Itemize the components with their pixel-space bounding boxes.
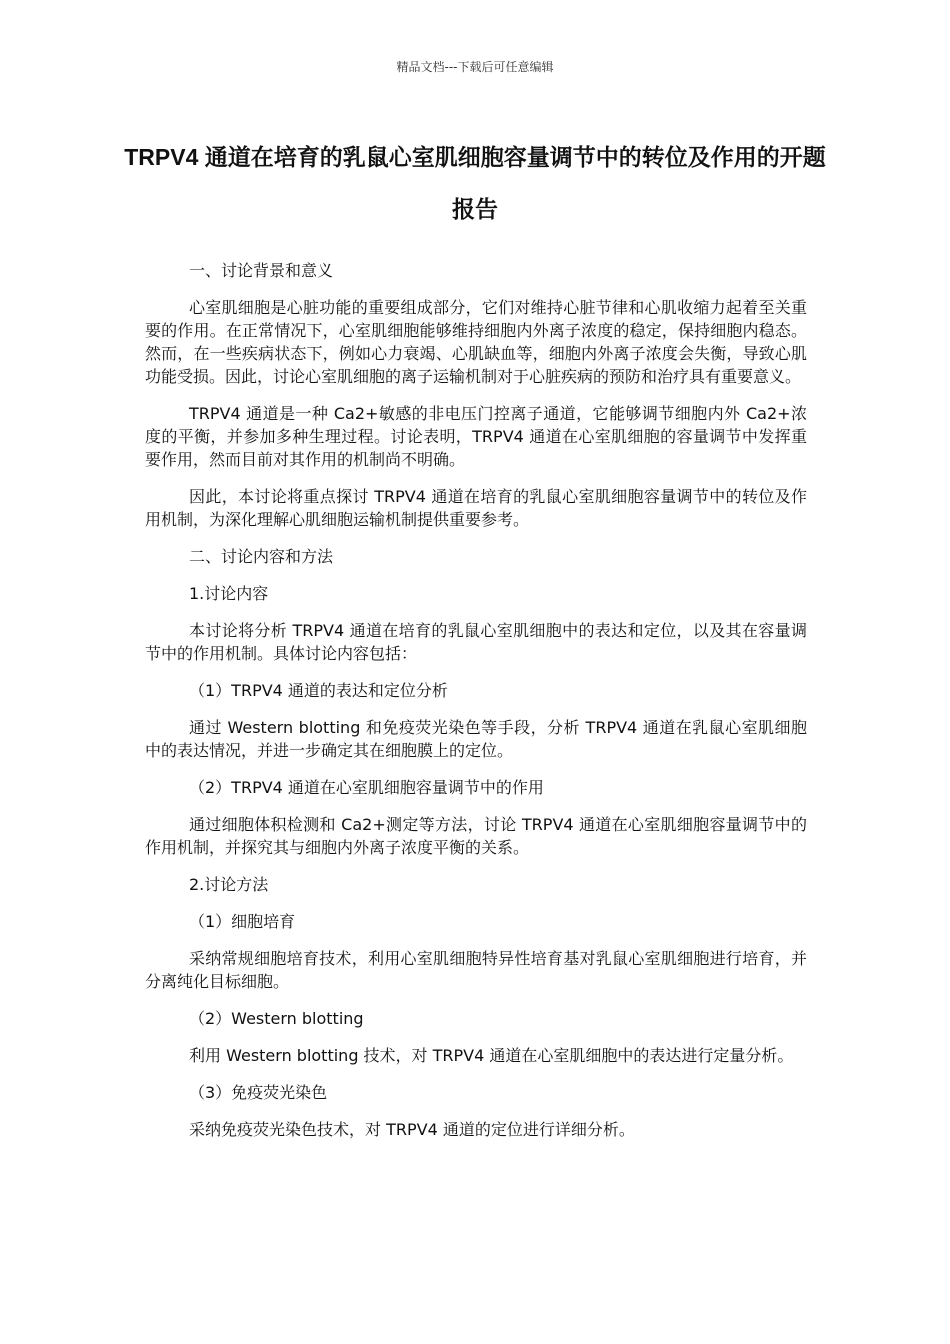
section-heading-background: 一、讨论背景和意义 <box>189 261 334 280</box>
page-header-note: 精品文档---下载后可任意编辑 <box>396 60 554 74</box>
paragraph-background-2: TRPV4 通道是一种 Ca2+敏感的非电压门控离子通道，它能够调节细胞内外 Ca2+浓度的平衡，并参加多种生理过程。讨论表明，TRPV4 通道在心室肌细胞的容量调节中发挥重要作用，然而目前对其作用的机制尚不明确。 <box>145 404 807 469</box>
method-heading-western-blotting: （2）Western blotting <box>189 1009 364 1028</box>
subheading-research-content: 1.讨论内容 <box>189 584 269 603</box>
document-body <box>145 259 807 1155</box>
paragraph-expression: 通过 Western blotting 和免疫荧光染色等手段，分析 TRPV4 通道在乳鼠心室肌细胞中的表达情况，并进一步确定其在细胞膜上的定位。 <box>145 718 807 760</box>
paragraph-volume-regulation: 通过细胞体积检测和 Ca2+测定等方法，讨论 TRPV4 通道在心室肌细胞容量调节中的作用机制，并探究其与细胞内外离子浓度平衡的关系。 <box>145 815 807 857</box>
paragraph-cell-culture: 采纳常规细胞培育技术，利用心室肌细胞特异性培育基对乳鼠心室肌细胞进行培育，并分离纯化目标细胞。 <box>145 949 807 991</box>
document-title: TRPV4 通道在培育的乳鼠心室肌细胞容量调节中的转位及作用的开题报告 <box>124 144 826 222</box>
paragraph-background-3: 因此，本讨论将重点探讨 TRPV4 通道在培育的乳鼠心室肌细胞容量调节中的转位及作用机制，为深化理解心肌细胞运输机制提供重要参考。 <box>145 487 807 529</box>
method-heading-immunofluorescence: （3）免疫荧光染色 <box>189 1083 328 1102</box>
method-heading-cell-culture: （1）细胞培育 <box>189 912 296 931</box>
paragraph-western-blotting: 利用 Western blotting 技术，对 TRPV4 通道在心室肌细胞中的表达进行定量分析。 <box>189 1046 794 1065</box>
paragraph-research-intro: 本讨论将分析 TRPV4 通道在培育的乳鼠心室肌细胞中的表达和定位，以及其在容量调节中的作用机制。具体讨论内容包括： <box>145 621 807 663</box>
item-heading-expression: （1）TRPV4 通道的表达和定位分析 <box>189 681 448 700</box>
paragraph-immunofluorescence: 采纳免疫荧光染色技术，对 TRPV4 通道的定位进行详细分析。 <box>189 1120 635 1139</box>
section-heading-methods: 二、讨论内容和方法 <box>189 547 334 566</box>
subheading-research-methods: 2.讨论方法 <box>189 875 269 894</box>
paragraph-background-1: 心室肌细胞是心脏功能的重要组成部分，它们对维持心脏节律和心肌收缩力起着至关重要的作用。在正常情况下，心室肌细胞能够维持细胞内外离子浓度的稳定，保持细胞内稳态。然而，在一些疾病状态下，例如心力衰竭、心肌缺血等，细胞内外离子浓度会失衡，导致心肌功能受损。因此，讨论心室肌细胞的离子运输机制对于心脏疾病的预防和治疗具有重要意义。 <box>145 298 807 386</box>
item-heading-volume-regulation: （2）TRPV4 通道在心室肌细胞容量调节中的作用 <box>189 778 544 797</box>
